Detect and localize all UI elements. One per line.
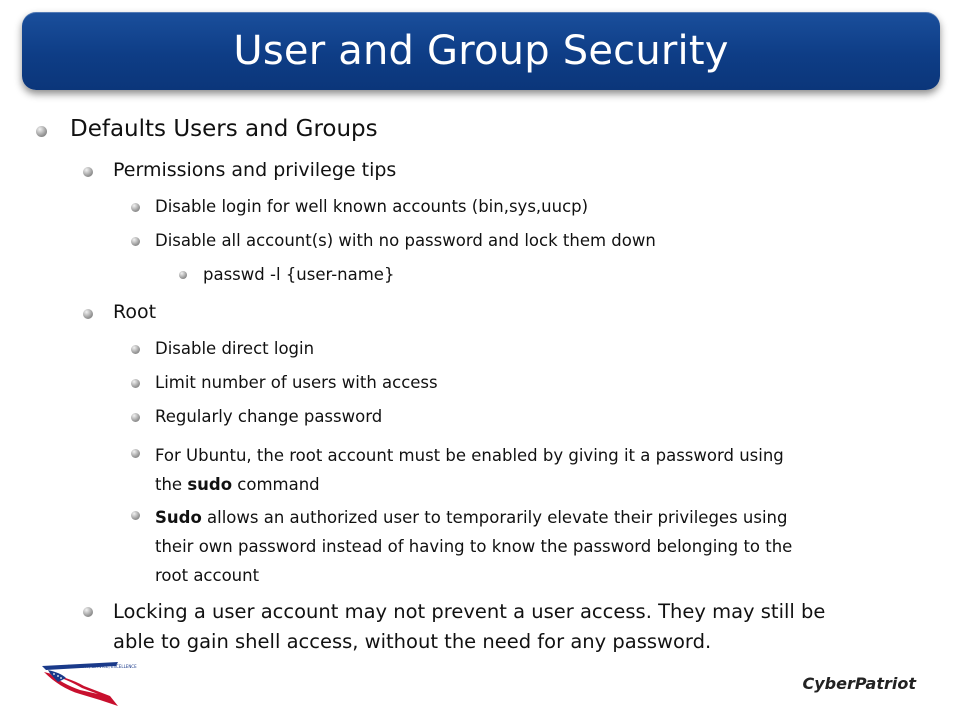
bullet-dot-icon [179, 271, 187, 279]
title-bar [22, 12, 940, 90]
bullet-dot-icon [36, 126, 47, 137]
bullet-passwd-command: passwd -l {user-name} [203, 265, 394, 284]
bullet-dot-icon [131, 237, 140, 246]
cyberpatriot-brand: CyberPatriot [802, 674, 916, 693]
bullet-locking-account: Locking a user account may not prevent a user access. They may still be able to gain shell access, without the need for any password. [113, 597, 825, 657]
bullet-dot-icon [131, 511, 140, 520]
bullet-sudo-explain: Sudo allows an authorized user to temporarily elevate their privileges using their own password instead of having to know the password belonging to the root account [155, 503, 792, 590]
bullet-change-password: Regularly change password [155, 407, 382, 426]
bullet-defaults-users-groups: Defaults Users and Groups [70, 116, 378, 142]
bullet-permissions-tips: Permissions and privilege tips [113, 159, 396, 181]
bullet-dot-icon [131, 203, 140, 212]
bullet-dot-icon [131, 345, 140, 354]
bullet-disable-no-password: Disable all account(s) with no password and lock them down [155, 231, 656, 250]
bullet-disable-login-known: Disable login for well known accounts (bin,sys,uucp) [155, 197, 588, 216]
bullet-dot-icon [83, 167, 93, 177]
bullet-dot-icon [131, 379, 140, 388]
bullet-dot-icon [131, 449, 140, 458]
bullet-root: Root [113, 301, 156, 323]
bullet-disable-direct-login: Disable direct login [155, 339, 314, 358]
bullet-dot-icon [83, 607, 93, 617]
bullet-dot-icon [131, 413, 140, 422]
bullet-dot-icon [83, 309, 93, 319]
slide-title: User and Group Security [233, 28, 729, 74]
bullet-ubuntu-root: For Ubuntu, the root account must be enabled by giving it a password using the sudo command [155, 441, 784, 499]
svg-text:INTEGRITY, SERVICE, EXCELLENCE: INTEGRITY, SERVICE, EXCELLENCE [68, 664, 137, 669]
bullet-limit-users: Limit number of users with access [155, 373, 438, 392]
eagle-flag-logo-icon [40, 660, 137, 712]
